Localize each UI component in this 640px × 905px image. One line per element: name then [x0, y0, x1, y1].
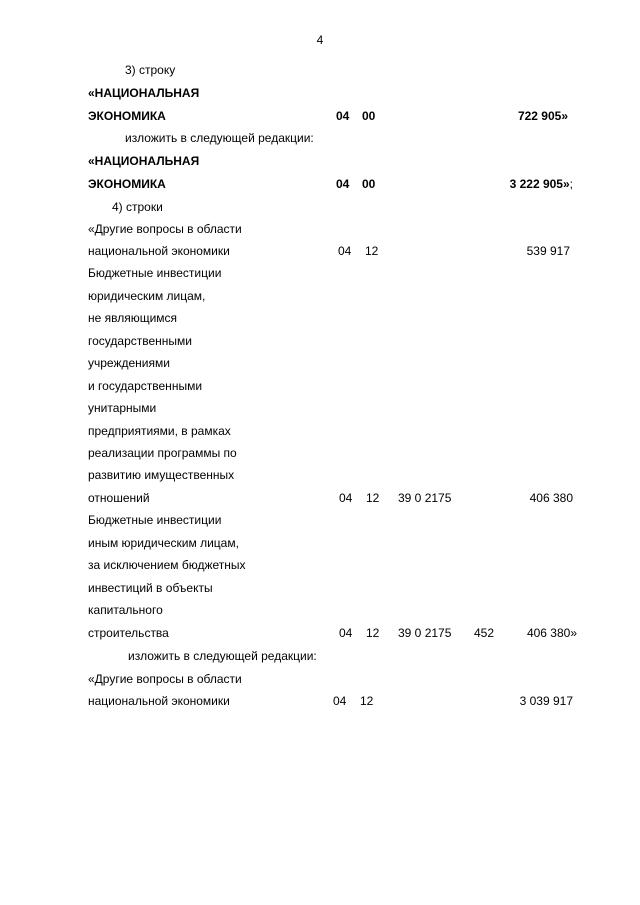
item3-new-amount: 3 222 905»: [509, 177, 570, 191]
item4-row1-name-line: национальной экономики: [88, 244, 230, 258]
item4-row2-name-line: Бюджетные инвестиции: [88, 266, 222, 280]
item4-row2-amount: 406 380: [529, 491, 573, 505]
item4-row3-rz: 04: [339, 626, 353, 640]
item4-row3-name-line: строительства: [88, 626, 169, 640]
item3-new-amount-cell: [510, 177, 573, 191]
item4-row2-name-line: реализации программы по: [88, 446, 237, 460]
item4-row2-name-line: и государственными: [88, 379, 203, 393]
item4-row3-vr: 452: [474, 626, 495, 640]
item4-row3-csr: 39 0 2175: [398, 626, 452, 640]
item3-old-name-line2: ЭКОНОМИКА: [88, 109, 166, 123]
item4-heading: 4) строки: [112, 200, 163, 214]
item3-old-pr: 00: [362, 109, 376, 123]
item4-row3-name-line: за исключением бюджетных: [88, 558, 246, 572]
item4-row3-amount: 406 380»: [526, 626, 577, 640]
item4-row2-csr: 39 0 2175: [398, 491, 452, 505]
item4-new-pr: 12: [360, 694, 374, 708]
item4-row1-rz: 04: [338, 244, 352, 258]
item3-new-name-line2: ЭКОНОМИКА: [88, 177, 166, 191]
item4-row3-pr: 12: [366, 626, 380, 640]
item3-old-rz: 04: [336, 109, 350, 123]
item4-row2-rz: 04: [339, 491, 353, 505]
item4-row2-name-line: предприятиями, в рамках: [88, 424, 231, 438]
item4-row3-name-line: капитального: [88, 603, 163, 617]
item4-row2-name-line: не являющимся: [88, 311, 178, 325]
item3-new-name-line1: «НАЦИОНАЛЬНАЯ: [88, 154, 200, 168]
item3-new-terminator: ;: [569, 177, 573, 191]
item3-instruction: изложить в следующей редакции:: [125, 131, 314, 145]
item4-row1-amount: 539 917: [526, 244, 570, 258]
item4-new-amount: 3 039 917: [519, 694, 573, 708]
item3-new-rz: 04: [336, 177, 350, 191]
item3-old-amount: 722 905»: [517, 109, 568, 123]
item4-new-name-line: «Другие вопросы в области: [88, 672, 242, 686]
page-number: 4: [316, 33, 324, 47]
item3-old-name-line1: «НАЦИОНАЛЬНАЯ: [88, 86, 200, 100]
item3-heading: 3) строку: [125, 63, 176, 77]
item4-new-name-line: национальной экономики: [88, 694, 230, 708]
item4-row3-name-line: Бюджетные инвестиции: [88, 513, 222, 527]
item4-row2-pr: 12: [366, 491, 380, 505]
item4-new-rz: 04: [333, 694, 347, 708]
item4-row1-pr: 12: [365, 244, 379, 258]
item4-row2-name-line: унитарными: [88, 401, 157, 415]
item4-row1-name-line: «Другие вопросы в области: [88, 222, 242, 236]
item3-new-pr: 00: [362, 177, 376, 191]
item4-instruction: изложить в следующей редакции:: [128, 649, 317, 663]
item4-row2-name-line: развитию имущественных: [88, 468, 235, 482]
item4-row2-name-line: юридическим лицам,: [88, 289, 206, 303]
item4-row3-name-line: иным юридическим лицам,: [88, 536, 239, 550]
item4-row3-name-line: инвестиций в объекты: [88, 581, 213, 595]
item4-row2-name-line: государственными: [88, 334, 192, 348]
item4-row2-name-line: учреждениями: [88, 356, 170, 370]
item4-row2-name-line: отношений: [88, 491, 150, 505]
